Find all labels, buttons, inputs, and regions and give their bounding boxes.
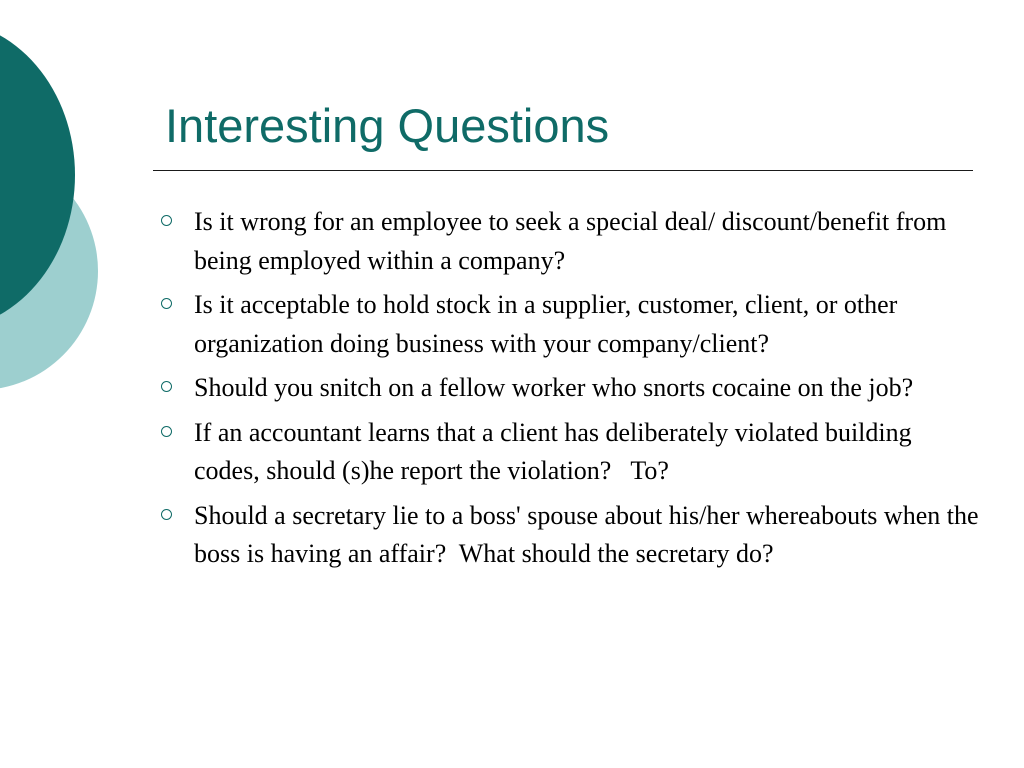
hollow-circle-bullet-icon: [161, 509, 172, 520]
hollow-circle-bullet-icon: [161, 298, 172, 309]
bullet-item: [158, 203, 980, 280]
bullet-item: [158, 369, 980, 408]
title-divider: [153, 170, 973, 171]
bullet-text: Should a secretary lie to a boss' spouse about his/her whereabouts when the boss is having an affair? What should the secretary do?: [194, 500, 985, 568]
hollow-circle-bullet-icon: [161, 381, 172, 392]
bullet-list: [158, 203, 985, 580]
slide-title: Interesting Questions: [165, 99, 610, 152]
bullet-text: Should you snitch on a fellow worker who snorts cocaine on the job?: [194, 373, 914, 402]
bullet-item: [158, 497, 985, 574]
bullet-text: Is it acceptable to hold stock in a supplier, customer, client, or other organization doing business with your company/client?: [194, 290, 904, 358]
bullet-text: Is it wrong for an employee to seek a special deal/ discount/benefit from being employed within a company?: [194, 207, 953, 275]
bullet-text: If an accountant learns that a client has deliberately violated building codes, should (s)he report the violation? To?: [194, 417, 919, 485]
hollow-circle-bullet-icon: [161, 215, 172, 226]
bullet-item: [158, 414, 980, 491]
bullet-item: [158, 286, 980, 363]
hollow-circle-bullet-icon: [161, 426, 172, 437]
